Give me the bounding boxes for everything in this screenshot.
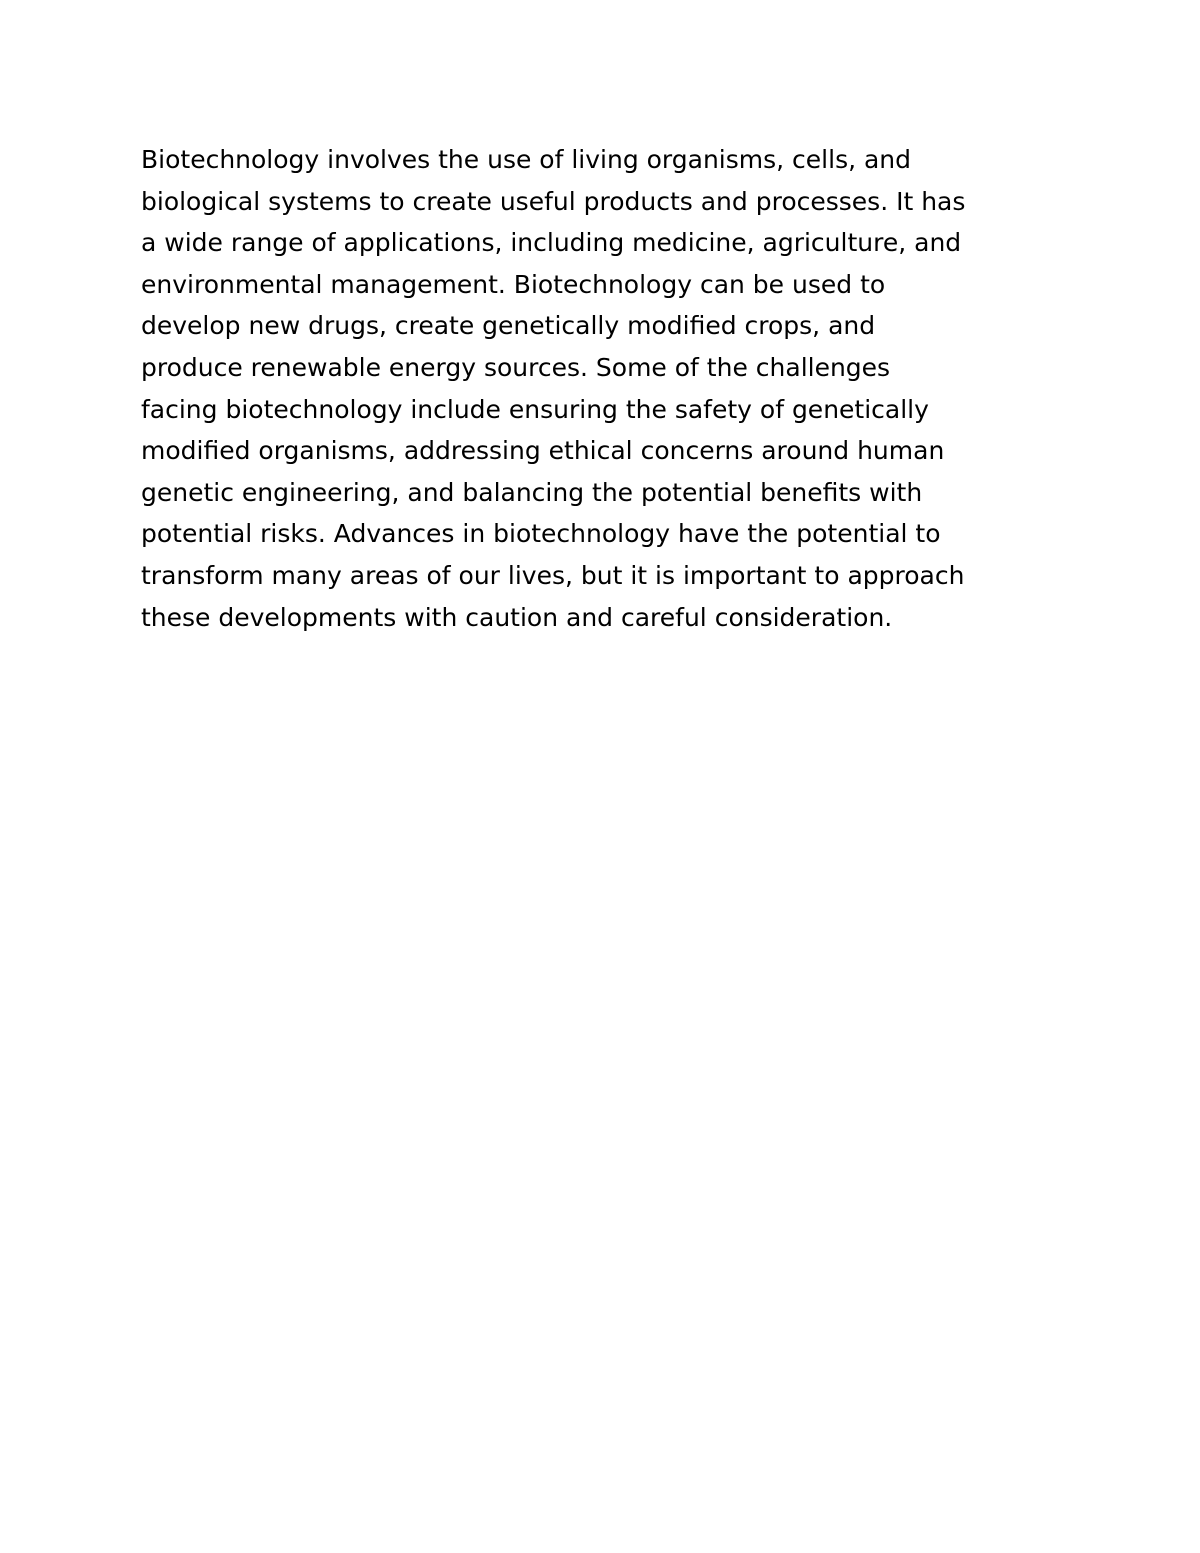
paragraph-line: Biotechnology involves the use of living organisms, cells, and bbox=[141, 145, 912, 174]
paragraph-line: these developments with caution and careful consideration. bbox=[141, 602, 893, 632]
paragraph-line: produce renewable energy sources. Some of the challenges bbox=[141, 352, 891, 382]
paragraph-line: biological systems to create useful products and processes. It has bbox=[141, 186, 966, 216]
paragraph-line: transform many areas of our lives, but it is important to approach bbox=[141, 560, 965, 590]
body-paragraph bbox=[141, 139, 1101, 638]
paragraph-line: a wide range of applications, including medicine, agriculture, and bbox=[141, 228, 962, 258]
paragraph-line: facing biotechnology include ensuring the safety of genetically bbox=[141, 394, 929, 424]
paragraph-line: develop new drugs, create genetically modified crops, and bbox=[141, 311, 876, 341]
paragraph-line: environmental management. Biotechnology can be used to bbox=[141, 269, 886, 299]
paragraph-line: modified organisms, addressing ethical concerns around human bbox=[141, 436, 945, 466]
paragraph-line: genetic engineering, and balancing the potential benefits with bbox=[141, 477, 923, 507]
paragraph-line: potential risks. Advances in biotechnology have the potential to bbox=[141, 519, 941, 549]
